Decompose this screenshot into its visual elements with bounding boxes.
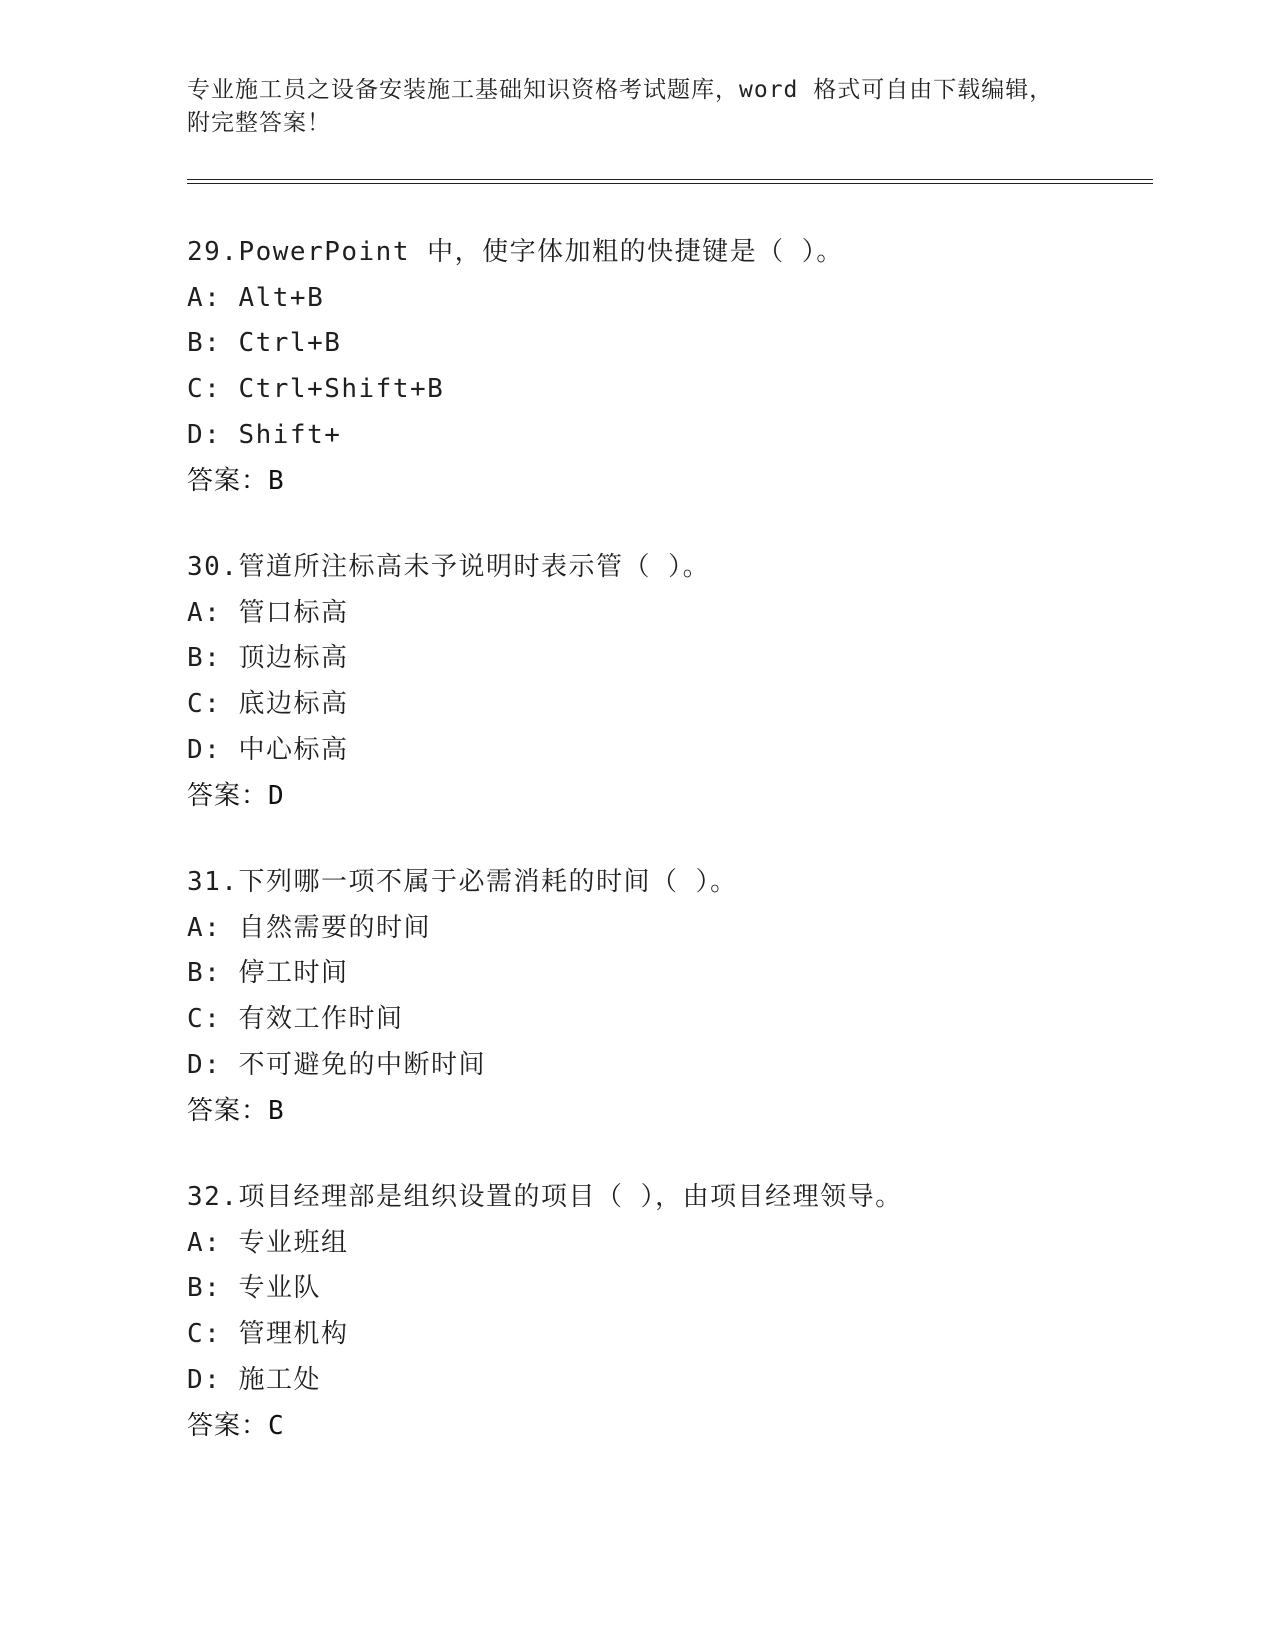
answer-label: 答案： xyxy=(187,780,269,811)
answer-value: B xyxy=(268,465,285,496)
option-d: D: 施工处 xyxy=(187,1364,321,1395)
answer-value: B xyxy=(268,1095,285,1126)
option-b: B: 顶边标高 xyxy=(187,643,349,674)
option-c: C: 管理机构 xyxy=(187,1319,349,1350)
option-d: D: 不可避免的中断时间 xyxy=(187,1049,486,1080)
question-title: 32.项目经理部是组织设置的项目（ ），由项目经理领导。 xyxy=(187,1182,903,1212)
header-divider-bottom xyxy=(187,183,1153,184)
option-c: C: 有效工作时间 xyxy=(187,1004,404,1035)
option-a: A: Alt+B xyxy=(187,282,325,313)
question-title: 29.PowerPoint 中，使字体加粗的快捷键是（ ）。 xyxy=(187,237,844,267)
answer-label: 答案： xyxy=(187,1410,269,1441)
question-29 xyxy=(187,230,1187,504)
option-c: C: Ctrl+Shift+B xyxy=(187,374,445,405)
answer-value: C xyxy=(268,1410,285,1441)
document-header xyxy=(187,74,1087,140)
option-b: B: 停工时间 xyxy=(187,958,349,989)
question-32 xyxy=(187,1175,1187,1449)
question-title: 30.管道所注标高未予说明时表示管（ ）。 xyxy=(187,552,711,582)
option-d: D: 中心标高 xyxy=(187,734,349,765)
option-a: A: 自然需要的时间 xyxy=(187,912,431,943)
option-d: D: Shift+ xyxy=(187,419,342,450)
answer-label: 答案： xyxy=(187,465,269,496)
option-a: A: 专业班组 xyxy=(187,1227,349,1258)
option-a: A: 管口标高 xyxy=(187,597,349,628)
option-c: C: 底边标高 xyxy=(187,689,349,720)
answer-line xyxy=(187,1404,1187,1450)
option-b: B: Ctrl+B xyxy=(187,328,342,359)
question-title: 31.下列哪一项不属于必需消耗的时间（ ）。 xyxy=(187,867,738,897)
answer-value: D xyxy=(268,780,285,811)
answer-label: 答案： xyxy=(187,1095,269,1126)
option-b: B: 专业队 xyxy=(187,1273,321,1304)
header-line-2: 附完整答案！ xyxy=(187,110,331,136)
answer-line xyxy=(187,774,1187,820)
question-30 xyxy=(187,545,1187,819)
header-line-1: 专业施工员之设备安装施工基础知识资格考试题库，word 格式可自由下载编辑， xyxy=(187,77,1054,103)
answer-line xyxy=(187,459,1187,505)
question-31 xyxy=(187,860,1187,1134)
header-divider-top xyxy=(187,179,1153,180)
answer-line xyxy=(187,1089,1187,1135)
